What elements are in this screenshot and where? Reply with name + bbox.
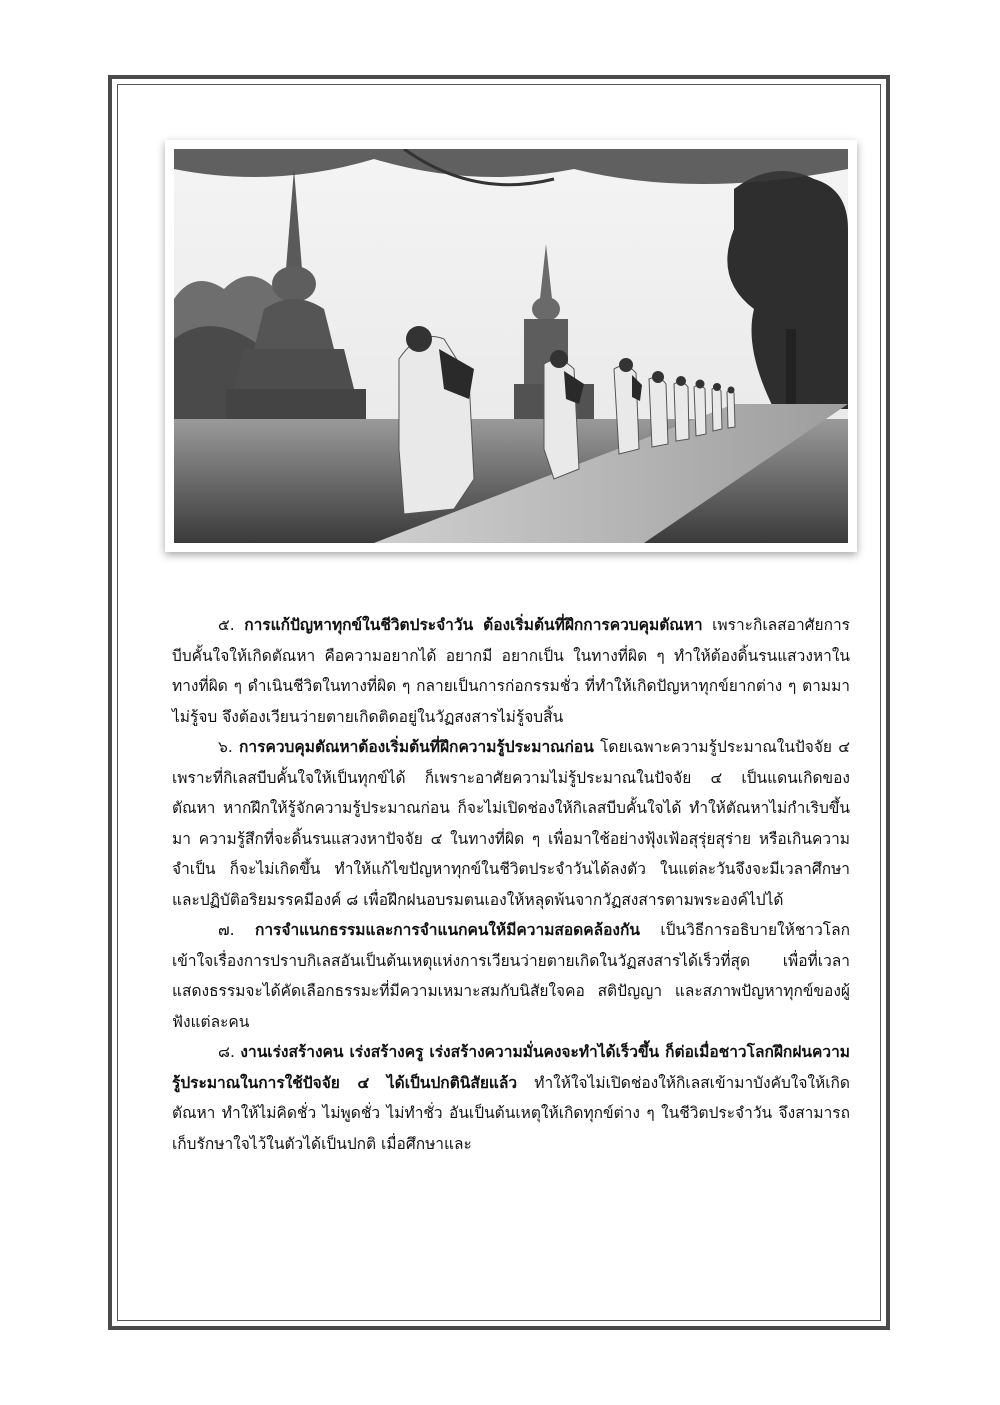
- paragraph-heading: การแก้ปัญหาทุกข์ในชีวิตประจำวัน ต้องเริ่มต้นที่ฝึกการควบคุมตัณหา: [244, 616, 703, 634]
- paragraph-7: [172, 915, 850, 1037]
- paragraph-heading: งานเร่งสร้างคน เร่งสร้างครู เร่งสร้างความมั่นคงจะทำได้เร็วขึ้น ก็ต่อเมื่อชาวโลกฝึกฝนความรู้ประมาณในการใช้ปัจจัย ๔ ได้เป็นปกตินิสัยแล้ว: [172, 1043, 850, 1092]
- photo-monks-walking-temple: [174, 149, 848, 543]
- paragraph-6: [172, 732, 850, 915]
- photo-card: [165, 140, 857, 552]
- paragraph-8: [172, 1037, 850, 1159]
- paragraph-text: ทำให้ใจไม่เปิดช่องให้กิเลสเข้ามาบังคับใจให้เกิดตัณหา ทำให้ไม่คิดชั่ว ไม่พูดชั่ว ไม่ทำชั่ว อันเป็นต้นเหตุให้เกิดทุกข์ต่าง ๆ ในชีวิตประจำวัน จึงสามารถเก็บรักษาใจไว้ในตัวได้เป็นปกติ เมื่อศึกษาและ: [172, 1073, 850, 1153]
- paragraph-number: ๕.: [218, 616, 235, 634]
- paragraph-number: ๗.: [218, 921, 235, 939]
- article-body: [172, 610, 850, 1159]
- paragraph-heading: การควบคุมตัณหาต้องเริ่มต้นที่ฝึกความรู้ประมาณก่อน: [239, 738, 594, 756]
- paragraph-heading: การจำแนกธรรมและการจำแนกคนให้มีความสอดคล้องกัน: [254, 921, 640, 939]
- paragraph-5: [172, 610, 850, 732]
- paragraph-number: ๘.: [218, 1043, 235, 1061]
- paragraph-text: เป็นวิธีการอธิบายให้ชาวโลกเข้าใจเรื่องการปราบกิเลสอันเป็นต้นเหตุแห่งการเวียนว่ายตายเกิดในวัฏสงสารได้เร็วที่สุด เพื่อที่เวลาแสดงธรรมจะได้คัดเลือกธรรมะที่มีความเหมาะสมกับนิสัยใจคอ สติปัญญา และสภาพปัญหาทุกข์ของผู้ฟังแต่ละคน: [172, 921, 850, 1031]
- paragraph-text: โดยเฉพาะความรู้ประมาณในปัจจัย ๔ เพราะที่กิเลสบีบคั้นใจให้เป็นทุกข์ได้ ก็เพราะอาศัยความไม่รู้ประมาณในปัจจัย ๔ เป็นแดนเกิดของตัณหา หากฝึกให้รู้จักความรู้ประมาณก่อน ก็จะไม่เปิดช่องให้กิเลสบีบคั้นใจได้ ทำให้ตัณหาไม่กำเริบขึ้นมา ความรู้สึกที่จะดิ้นรนแสวงหาปัจจัย ๔ ในทางที่ผิด ๆ เพื่อมาใช้อย่างฟุ้งเฟ้อสุรุ่ยสุร่าย หรือเกินความจำเป็น ก็จะไม่เกิดขึ้น ทำให้แก้ไขปัญหาทุกข์ในชีวิตประจำวันได้ลงตัว ในแต่ละวันจึงจะมีเวลาศึกษาและปฏิบัติอริยมรรคมีองค์ ๘ เพื่อฝึกฝนอบรมตนเองให้หลุดพ้นจากวัฏสงสารตามพระองค์ไปได้: [172, 738, 850, 909]
- paragraph-number: ๖.: [218, 738, 233, 756]
- paragraph-text: เพราะกิเลสอาศัยการบีบคั้นใจให้เกิดตัณหา คือความอยากได้ อยากมี อยากเป็น ในทางที่ผิด ๆ ทำให้ต้องดิ้นรนแสวงหาในทางที่ผิด ๆ ดำเนินชีวิตในทางที่ผิด ๆ กลายเป็นการก่อกรรมชั่ว ที่ทำให้เกิดปัญหาทุกข์ยากต่าง ๆ ตามมาไม่รู้จบ จึงต้องเวียนว่ายตายเกิดติดอยู่ในวัฏสงสารไม่รู้จบสิ้น: [172, 616, 850, 726]
